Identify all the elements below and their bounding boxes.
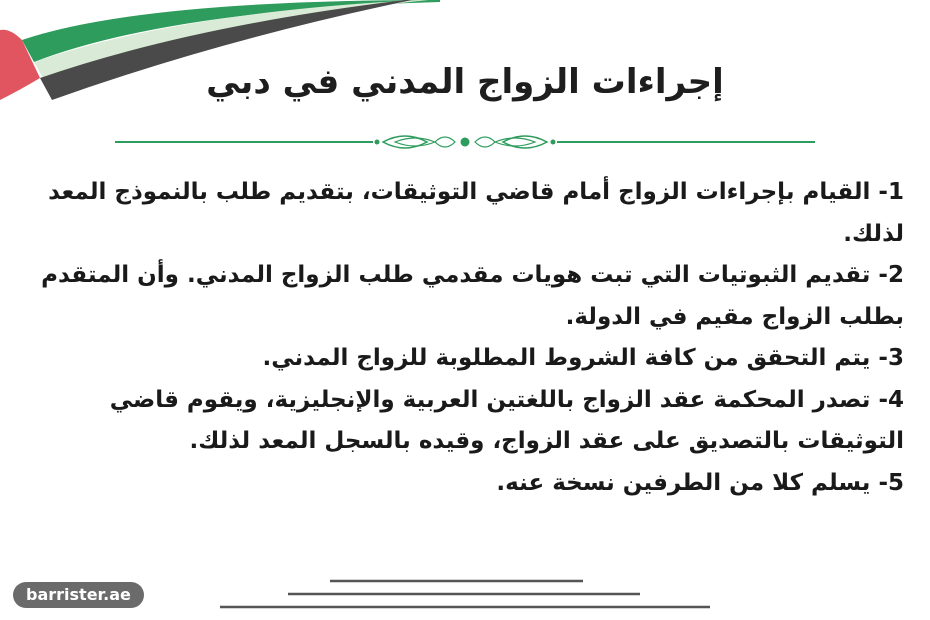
- brand-badge: barrister.ae: [13, 582, 144, 608]
- steps-list: [26, 172, 904, 504]
- step-5: 5- يسلم كلا من الطرفين نسخة عنه.: [496, 469, 904, 496]
- ornamental-divider: [115, 128, 815, 156]
- step-4: 4- تصدر المحكمة عقد الزواج باللغتين العربية والإنجليزية، ويقوم قاضي التوثيقات بالتصديق على عقد الزواج، وقيده بالسجل المعد لذلك.: [109, 386, 904, 454]
- step-2: 2- تقديم الثبوتيات التي تبت هويات مقدمي طلب الزواج المدني. وأن المتقدم بطلب الزواج مقيم في الدولة.: [41, 262, 904, 330]
- footer-decorative-lines: [210, 574, 730, 614]
- page-title: إجراءات الزواج المدني في دبي: [206, 62, 724, 102]
- step-1: 1- القيام بإجراءات الزواج أمام قاضي التوثيقات، بتقديم طلب بالنموذج المعد لذلك.: [48, 179, 904, 247]
- step-3: 3- يتم التحقق من كافة الشروط المطلوبة للزواج المدني.: [262, 345, 904, 371]
